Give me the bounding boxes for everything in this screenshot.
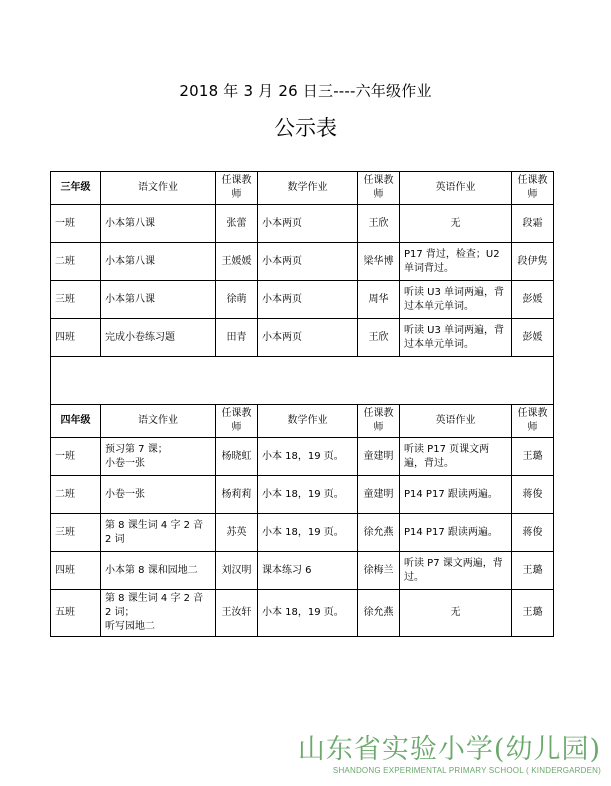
math-homework-cell: 小本两页: [258, 319, 358, 357]
english-homework-cell: P17 背过，检查；U2 单词背过。: [400, 243, 512, 281]
table-row: [51, 319, 554, 357]
math-teacher-cell: 童建明: [358, 438, 400, 476]
english-homework-cell: 听读 P7 课文两遍，背过。: [400, 552, 512, 590]
chinese-homework-cell: 小本第八课: [101, 281, 216, 319]
col-header-teacher: 任课教师: [358, 172, 400, 205]
english-teacher-cell: 王璐: [512, 552, 554, 590]
grade-label: 四年级: [51, 405, 101, 438]
chinese-teacher-cell: 刘汉明: [216, 552, 258, 590]
english-homework-cell: 听读 P17 页课文两遍，背过。: [400, 438, 512, 476]
math-teacher-cell: 王欣: [358, 319, 400, 357]
col-header-teacher: 任课教师: [216, 172, 258, 205]
chinese-teacher-cell: 田青: [216, 319, 258, 357]
chinese-teacher-cell: 王媛媛: [216, 243, 258, 281]
chinese-homework-cell: 第 8 课生词 4 字 2 音 2 词: [101, 514, 216, 552]
col-header-math: 数学作业: [258, 172, 358, 205]
english-homework-cell: 听读 U3 单词两遍，背过本单元单词。: [400, 281, 512, 319]
class-cell: 三班: [51, 514, 101, 552]
col-header-english: 英语作业: [400, 405, 512, 438]
math-teacher-cell: 王欣: [358, 205, 400, 243]
class-cell: 三班: [51, 281, 101, 319]
chinese-homework-cell: 第 8 课生词 4 字 2 音 2 词； 听写园地二: [101, 590, 216, 637]
table-row: [51, 205, 554, 243]
chinese-teacher-cell: 张蕾: [216, 205, 258, 243]
math-homework-cell: 小本 18，19 页。: [258, 438, 358, 476]
chinese-homework-cell: 小本第 8 课和园地二: [101, 552, 216, 590]
math-homework-cell: 课本练习 6: [258, 552, 358, 590]
table-row: [51, 438, 554, 476]
page-title: 2018 年 3 月 26 日三----六年级作业: [179, 82, 432, 100]
col-header-english: 英语作业: [400, 172, 512, 205]
table-row: [51, 243, 554, 281]
math-teacher-cell: 徐梅兰: [358, 552, 400, 590]
chinese-teacher-cell: 苏英: [216, 514, 258, 552]
table-row: [51, 514, 554, 552]
english-homework-cell: P14 P17 跟读两遍。: [400, 514, 512, 552]
class-cell: 一班: [51, 205, 101, 243]
math-teacher-cell: 徐允燕: [358, 590, 400, 637]
chinese-homework-cell: 完成小卷练习题: [101, 319, 216, 357]
math-teacher-cell: 梁华博: [358, 243, 400, 281]
math-homework-cell: 小本两页: [258, 243, 358, 281]
math-teacher-cell: 童建明: [358, 476, 400, 514]
english-homework-cell: 无: [400, 590, 512, 637]
class-cell: 五班: [51, 590, 101, 637]
chinese-teacher-cell: 杨晓虹: [216, 438, 258, 476]
english-teacher-cell: 彭媛: [512, 281, 554, 319]
math-teacher-cell: 周华: [358, 281, 400, 319]
col-header-chinese: 语文作业: [101, 405, 216, 438]
class-cell: 四班: [51, 552, 101, 590]
english-teacher-cell: 蒋俊: [512, 476, 554, 514]
table-row: [51, 476, 554, 514]
chinese-homework-cell: 小本第八课: [101, 205, 216, 243]
grade4-section: [51, 405, 554, 637]
class-cell: 二班: [51, 476, 101, 514]
table-row: [51, 281, 554, 319]
logo-english-name: SHANDONG EXPERIMENTAL PRIMARY SCHOOL ( KINDERGARDEN): [332, 766, 601, 775]
math-homework-cell: 小本 18，19 页。: [258, 476, 358, 514]
col-header-chinese: 语文作业: [101, 172, 216, 205]
chinese-teacher-cell: 王汝轩: [216, 590, 258, 637]
english-teacher-cell: 王璐: [512, 438, 554, 476]
chinese-homework-cell: 小卷一张: [101, 476, 216, 514]
table-row: [51, 552, 554, 590]
logo-chinese-name: 山东省实验小学(幼儿园): [297, 734, 601, 765]
math-homework-cell: 小本两页: [258, 281, 358, 319]
table-row: [51, 590, 554, 637]
section-spacer: [51, 357, 554, 405]
english-teacher-cell: 段伊隽: [512, 243, 554, 281]
chinese-homework-cell: 预习第 7 课； 小卷一张: [101, 438, 216, 476]
col-header-math: 数学作业: [258, 405, 358, 438]
math-homework-cell: 小本 18，19 页。: [258, 514, 358, 552]
grade3-section: [51, 172, 554, 357]
col-header-teacher: 任课教师: [512, 405, 554, 438]
school-logo: [298, 735, 601, 775]
english-teacher-cell: 王璐: [512, 590, 554, 637]
grade4-header-row: [51, 405, 554, 438]
english-teacher-cell: 蒋俊: [512, 514, 554, 552]
col-header-teacher: 任课教师: [358, 405, 400, 438]
math-homework-cell: 小本 18，19 页。: [258, 590, 358, 637]
english-homework-cell: P14 P17 跟读两遍。: [400, 476, 512, 514]
english-homework-cell: 无: [400, 205, 512, 243]
english-teacher-cell: 彭媛: [512, 319, 554, 357]
math-teacher-cell: 徐允燕: [358, 514, 400, 552]
chinese-teacher-cell: 徐萌: [216, 281, 258, 319]
chinese-homework-cell: 小本第八课: [101, 243, 216, 281]
math-homework-cell: 小本两页: [258, 205, 358, 243]
grade3-header-row: [51, 172, 554, 205]
class-cell: 二班: [51, 243, 101, 281]
english-homework-cell: 听读 U3 单词两遍，背过本单元单词。: [400, 319, 512, 357]
english-teacher-cell: 段霜: [512, 205, 554, 243]
homework-table: [50, 171, 554, 637]
grade-label: 三年级: [51, 172, 101, 205]
spacer-cell: [51, 357, 554, 405]
class-cell: 四班: [51, 319, 101, 357]
col-header-teacher: 任课教师: [216, 405, 258, 438]
class-cell: 一班: [51, 438, 101, 476]
chinese-teacher-cell: 杨莉莉: [216, 476, 258, 514]
col-header-teacher: 任课教师: [512, 172, 554, 205]
page-subtitle: 公示表: [274, 116, 337, 140]
